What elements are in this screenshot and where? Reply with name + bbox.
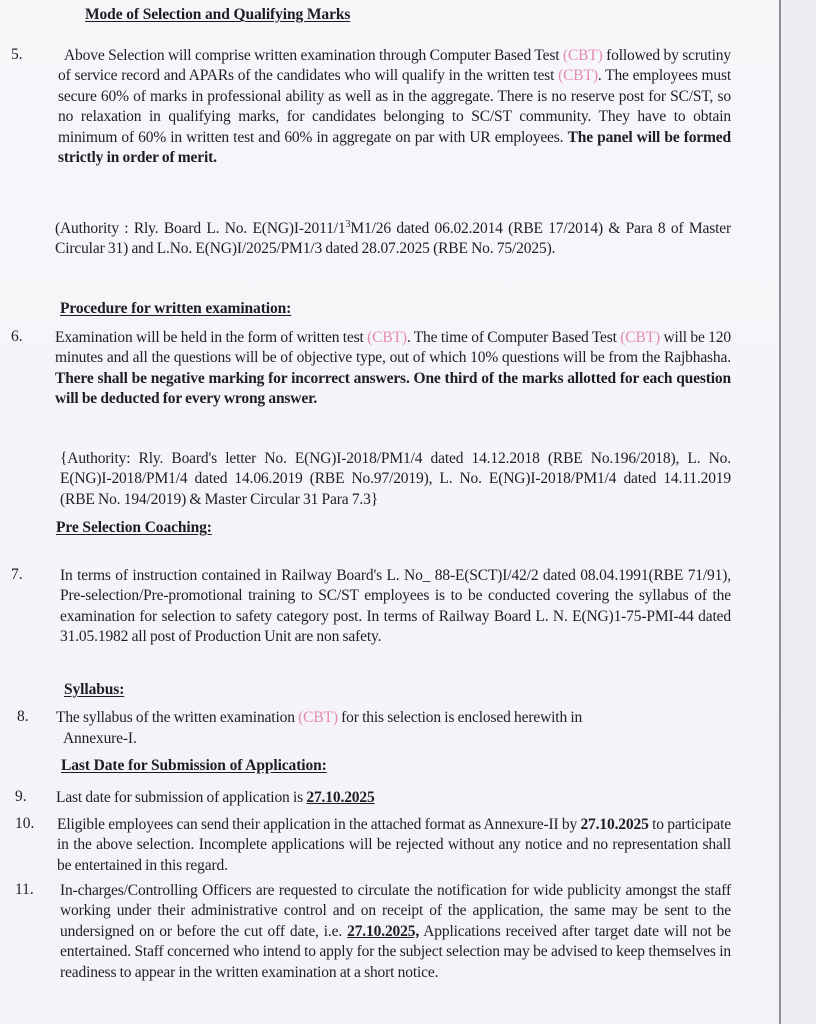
item-number-7: 7. — [11, 566, 23, 583]
item5-bold-text: The panel will be formed strictly in order of merit. — [58, 128, 732, 167]
item6-text-1: Examination will be held in the form of written test — [55, 329, 368, 346]
item-number-5: 5. — [11, 46, 23, 63]
paragraph-item-8-continued: Annexure-I. — [63, 730, 137, 747]
item6-text-3: will be 120 minutes and all the questions will be of objective type, out of which 10% questions will be from the Rajbhasha. — [55, 329, 731, 367]
item10-text-1: Eligible employees can send their application in the attached format as Annexure-II by — [57, 816, 581, 833]
last-date-value: 27.10.2025 — [306, 789, 375, 806]
cbt-highlight: (CBT) — [367, 329, 407, 346]
authority5-text-2: M1/26 dated 06.02.2014 (RBE 17/2014) & Para 8 of Master Circular 31) and L.No. E(NG)I/2025/PM1/3 dated 28.07.2025 (RBE No. 75/2025). — [55, 220, 732, 258]
paragraph-item-6 — [55, 328, 731, 410]
authority5-text-1: (Authority : Rly. Board L. No. E(NG)I-2011/1 — [55, 220, 346, 237]
item-number-9: 9. — [15, 788, 27, 805]
authority5-superscript: 3 — [345, 218, 351, 230]
authority-note-item-6: {Authority: Rly. Board's letter No. E(NG)I-2018/PM1/4 dated 14.12.2018 (RBE No.196/2018), L. No. E(NG)I-2018/PM1/4 dated 14.06.2019 (RBE No.97/2019), L. No. E(NG)I-2018/PM1/4 dated 14.11.2019 (RBE No. 194/2019) & Master Circular 31 Para 7.3} — [60, 450, 731, 508]
cbt-highlight: (CBT) — [298, 709, 338, 726]
paragraph-item-5 — [58, 46, 731, 168]
heading-mode-of-selection: Mode of Selection and Qualifying Marks — [85, 6, 351, 23]
item5-text-3: . The employees must secure 60% of marks in professional ability as well as in the aggregate. There is no reserve post for SC/ST, so no relaxation in qualifying marks, for candidates belonging to SC/ST community. They have to obtain minimum of 60% in written test and 60% in aggregate on par with UR employees. — [58, 67, 732, 146]
item11-text-2: Applications received after target date will not be entertained. Staff concerned who intend to apply for the subject selection may be advised to keep themselves in readiness to appear in the written examination at a short notice. — [60, 922, 731, 981]
item-number-8: 8. — [17, 708, 29, 725]
background-margin — [782, 0, 816, 1024]
item5-text-2: followed by scrutiny of service record and APARs of the candidates who will qualify in the written test — [58, 47, 731, 85]
paragraph-item-9 — [56, 788, 731, 808]
item10-text-2: to participate in the above selection. Incomplete applications will be rejected without any notice and no representation shall be entertained in this regard. — [57, 816, 731, 874]
paragraph-item-8 — [56, 708, 736, 728]
authority-note-item-5 — [55, 219, 731, 260]
cbt-highlight: (CBT) — [558, 67, 598, 85]
item11-date: 27.10.2025, — [347, 922, 420, 940]
heading-pre-selection-coaching: Pre Selection Coaching: — [56, 519, 212, 536]
item-number-11: 11. — [15, 881, 34, 898]
item5-text-1: Above Selection will comprise written examination through Computer Based Test — [64, 47, 563, 64]
heading-syllabus: Syllabus: — [64, 681, 125, 698]
item8-text-1: The syllabus of the written examination — [56, 709, 299, 726]
paragraph-item-10 — [57, 815, 731, 876]
cbt-highlight: (CBT) — [562, 47, 603, 64]
cbt-highlight: (CBT) — [620, 329, 660, 346]
paragraph-item-7: In terms of instruction contained in Railway Board's L. No_ 88-E(SCT)I/42/2 dated 08.04.1991(RBE 71/91), Pre-selection/Pre-promotional training to SC/ST employees is to be conducted covering the syllabus of the examination for selection to safety category post. In terms of Railway Board L. N. E(NG)1-75-PMI-44 dated 31.05.1982 all post of Production Unit are non safety. — [60, 567, 731, 646]
heading-procedure-written-exam: Procedure for written examination: — [60, 300, 292, 317]
item8-text-2: for this selection is enclosed herewith in — [337, 709, 583, 726]
item9-text: Last date for submission of application is — [56, 789, 307, 806]
item6-bold-text: There shall be negative marking for incorrect answers. One third of the marks allotted for each question will be deducted for every wrong answer. — [55, 369, 731, 408]
item10-date: 27.10.2025 — [580, 816, 649, 833]
paragraph-item-11 — [60, 881, 731, 983]
item11-text-1: In-charges/Controlling Officers are requested to circulate the notification for wide publicity amongst the staff working under their administrative control and on receipt of the application, the same may be sent to the undersigned on or before the cut off date, i.e. — [60, 882, 731, 940]
item6-text-2: . The time of Computer Based Test — [406, 329, 621, 346]
heading-last-date-submission: Last Date for Submission of Application: — [61, 757, 327, 774]
item-number-10: 10. — [15, 815, 35, 832]
item-number-6: 6. — [11, 328, 23, 345]
